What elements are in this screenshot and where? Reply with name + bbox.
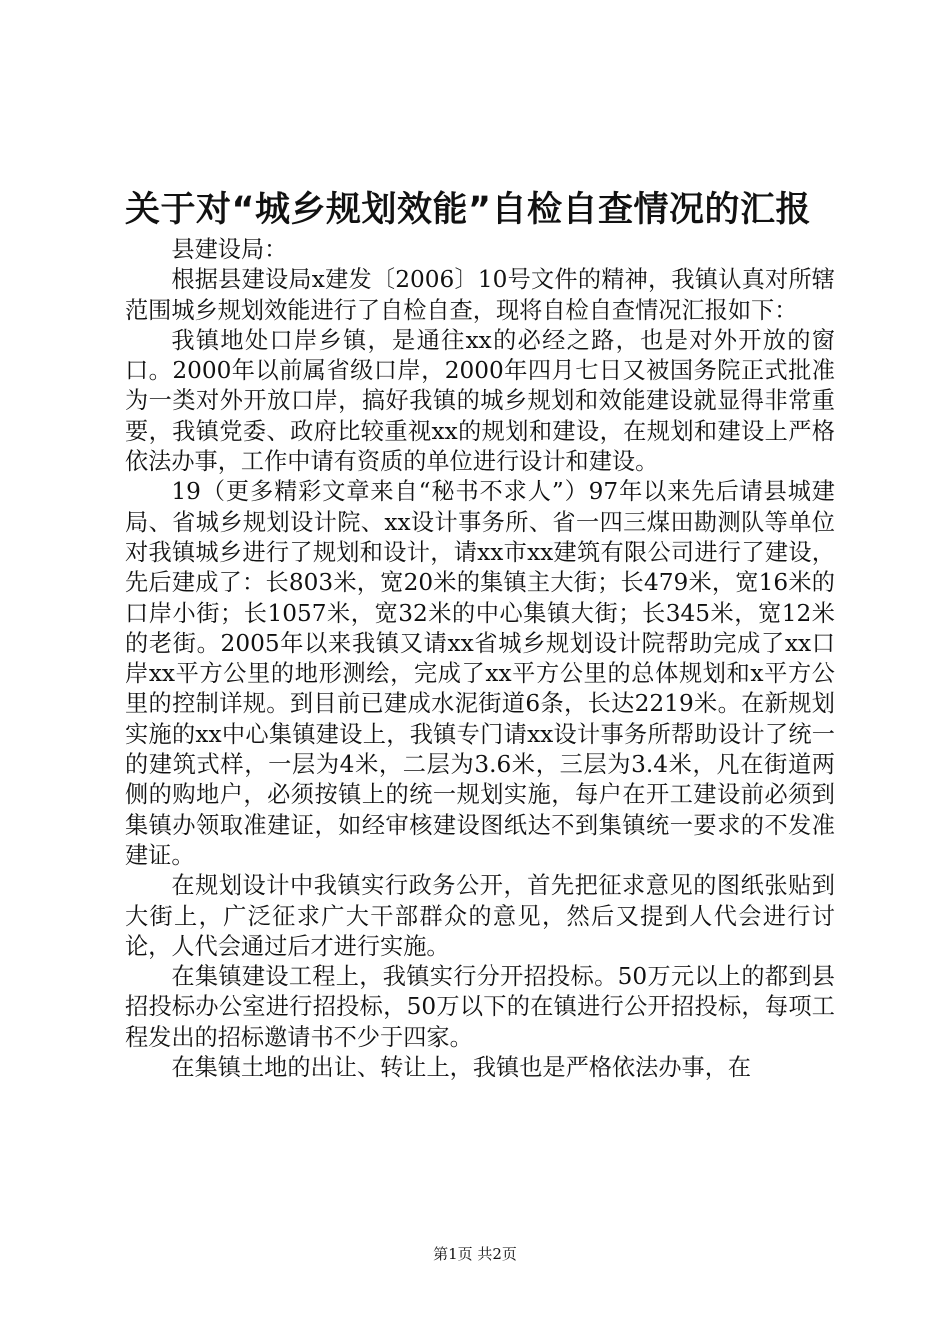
- page-footer: 第1页 共2页: [433, 1245, 517, 1263]
- paragraph-5: 在集镇建设工程上，我镇实行分开招投标。50万元以上的都到县招投标办公室进行招投标，50万以下的在镇进行公开招投标，每项工程发出的招标邀请书不少于四家。: [125, 963, 835, 1051]
- document-title: 关于对“城乡规划效能”自检自查情况的汇报: [125, 190, 812, 230]
- paragraph-3: 19（更多精彩文章来自“秘书不求人”）97年以来先后请县城建局、省城乡规划设计院、xx设计事务所、省一四三煤田勘测队等单位对我镇城乡进行了规划和设计，请xx市xx建筑有限公司进行了建设，先后建成了：长803米，宽20米的集镇主大街；长479米，宽16米的口岸小街；长1057米，宽32米的中心集镇大街；长345米，宽12米的老街。2005年以来我镇又请xx省城乡规划设计院帮助完成了xx口岸xx平方公里的地形测绘，完成了xx平方公里的总体规划和x平方公里的控制详规。到目前已建成水泥街道6条，长达2219米。在新规划实施的xx中心集镇建设上，我镇专门请xx设计事务所帮助设计了统一的建筑式样，一层为4米，二层为3.6米，三层为3.4米，凡在街道两侧的购地户，必须按镇上的统一规划实施，每户在开工建设前必须到集镇办领取准建证，如经审核建设图纸达不到集镇统一要求的不发准建证。: [125, 478, 835, 869]
- paragraph-2: 我镇地处口岸乡镇，是通往xx的必经之路，也是对外开放的窗口。2000年以前属省级口岸，2000年四月七日又被国务院正式批准为一类对外开放口岸，搞好我镇的城乡规划和效能建设就显得非常重要，我镇党委、政府比较重视xx的规划和建设，在规划和建设上严格依法办事，工作中请有资质的单位进行设计和建设。: [125, 326, 835, 476]
- paragraph-1: 根据县建设局x建发〔2006〕10号文件的精神，我镇认真对所辖范围城乡规划效能进行了自检自查，现将自检自查情况汇报如下：: [125, 266, 835, 324]
- paragraph-4: 在规划设计中我镇实行政务公开，首先把征求意见的图纸张贴到大街上，广泛征求广大干部群众的意见，然后又提到人代会进行讨论，人代会通过后才进行实施。: [125, 872, 835, 960]
- salutation: 县建设局：: [171, 236, 288, 263]
- document-body: [125, 235, 835, 1083]
- paragraph-6: 在集镇土地的出让、转让上，我镇也是严格依法办事，在: [171, 1054, 752, 1082]
